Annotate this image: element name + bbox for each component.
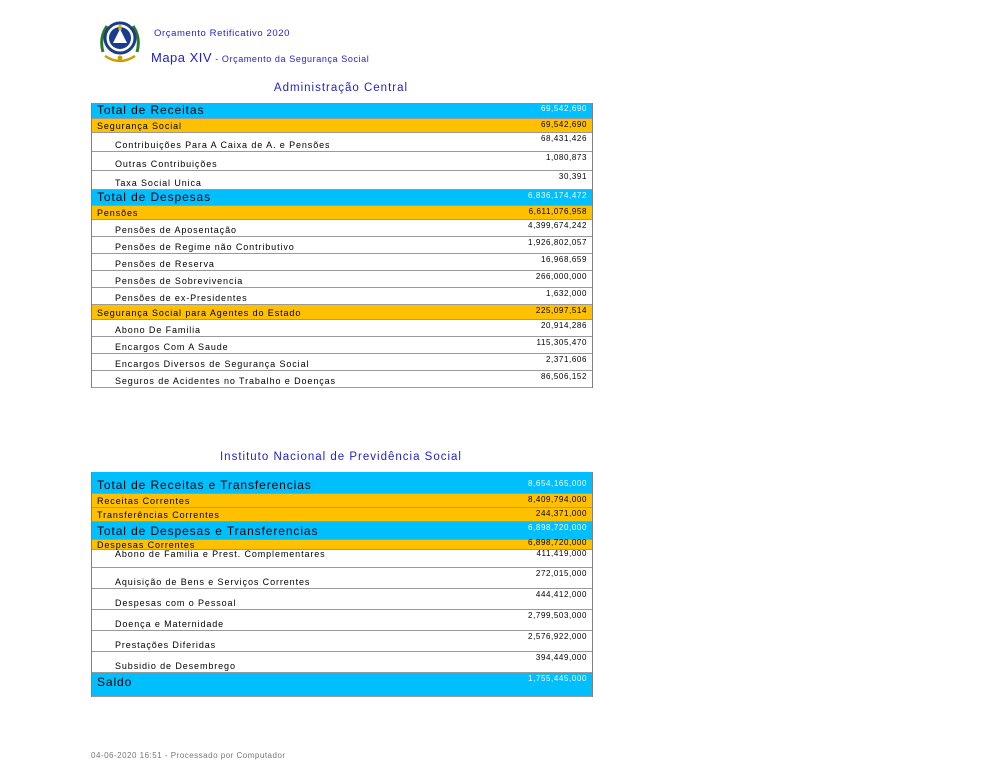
row-value: 8,654,165,000 — [528, 479, 587, 488]
row-label: Total de Receitas — [97, 103, 205, 117]
table-row-total — [92, 673, 592, 697]
row-value: 6,611,076,958 — [528, 207, 587, 216]
footer-processed-note: 04-06-2020 16:51 - Processado por Computador — [91, 751, 286, 760]
table-row-total — [92, 472, 592, 494]
table-row-item — [92, 152, 592, 171]
row-label: Encargos Diversos de Segurança Social — [115, 359, 310, 369]
row-value: 266,000,000 — [535, 272, 587, 281]
table-row-item — [92, 610, 592, 631]
row-label: Prestações Diferidas — [115, 640, 217, 650]
row-value: 68,431,426 — [540, 134, 587, 143]
row-value: 6,898,720,000 — [528, 538, 587, 547]
row-label: Pensões de Sobrevivencia — [115, 276, 244, 286]
row-value: 2,799,503,000 — [528, 611, 587, 620]
row-value: 2,576,922,000 — [528, 632, 587, 641]
row-value: 6,836,174,472 — [528, 191, 587, 200]
table-row-total — [92, 103, 592, 119]
row-value: 69,542,690 — [540, 104, 587, 113]
table-row-group — [92, 206, 592, 220]
row-label: Total de Despesas e Transferencias — [97, 524, 319, 538]
table-row-item — [92, 254, 592, 271]
map-label: Mapa XIV — [151, 50, 213, 65]
table-row-item — [92, 171, 592, 190]
row-value: 16,968,659 — [540, 255, 587, 264]
row-value: 6,898,720,000 — [528, 523, 587, 532]
row-label: Total de Receitas e Transferencias — [97, 478, 312, 492]
row-label: Outras Contribuições — [115, 159, 218, 169]
row-value: 272,015,000 — [535, 569, 587, 578]
row-value: 8,409,794,000 — [528, 495, 587, 504]
row-label: Pensões de ex-Presidentes — [115, 293, 248, 303]
row-label: Transferências Correntes — [97, 510, 220, 520]
table-row-item — [92, 133, 592, 152]
table-row-item — [92, 220, 592, 237]
row-label: Contribuições Para A Caixa de A. e Pensões — [115, 140, 331, 150]
row-label: Subsidio de Desembrego — [115, 661, 236, 671]
coat-of-arms-logo — [95, 16, 145, 66]
table-row-item — [92, 589, 592, 610]
table-row-item — [92, 631, 592, 652]
table-row-item — [92, 568, 592, 589]
table-administracao-central — [91, 103, 593, 388]
row-label: Encargos Com A Saude — [115, 342, 229, 352]
table-row-total — [92, 522, 592, 540]
row-value: 225,097,514 — [535, 306, 587, 315]
row-value: 411,419,000 — [536, 549, 587, 558]
table-row-item — [92, 550, 592, 568]
map-dash: - — [212, 54, 222, 64]
row-label: Despesas Correntes — [97, 540, 196, 550]
row-value: 1,632,000 — [546, 289, 587, 298]
row-value: 394,449,000 — [535, 653, 587, 662]
row-label: Segurança Social — [97, 121, 182, 131]
row-label: Pensões — [97, 208, 139, 218]
table-row-group — [92, 119, 592, 133]
row-value: 1,926,802,057 — [528, 238, 587, 247]
table-row-item — [92, 237, 592, 254]
row-value: 1,080,873 — [546, 153, 587, 162]
row-value: 244,371,000 — [535, 509, 587, 518]
section-title-inps: Instituto Nacional de Previdência Social — [219, 451, 462, 463]
row-value: 20,914,286 — [540, 321, 587, 330]
row-label: Receitas Correntes — [97, 496, 191, 506]
map-subtitle: Orçamento da Segurança Social — [221, 54, 370, 64]
row-label: Pensões de Regime não Contributivo — [115, 242, 295, 252]
section-title-administracao: Administração Central — [273, 82, 409, 94]
document-title: Orçamento Retificativo 2020 — [154, 28, 291, 39]
table-row-group — [92, 305, 592, 320]
table-row-item — [92, 320, 592, 337]
row-value: 1,755,445,000 — [528, 674, 587, 683]
table-row-group — [92, 494, 592, 508]
row-label: Abono De Familia — [115, 325, 201, 335]
table-row-total — [92, 190, 592, 206]
row-label: Aquisição de Bens e Serviços Correntes — [115, 577, 311, 587]
row-value: 69,542,690 — [540, 120, 587, 129]
row-value: 4,399,674,242 — [528, 221, 587, 230]
table-row-item — [92, 354, 592, 371]
row-label: Pensões de Aposentação — [115, 225, 237, 235]
row-label: Total de Despesas — [97, 190, 212, 204]
table-row-item — [92, 288, 592, 305]
row-value: 115,305,470 — [536, 338, 587, 347]
table-row-item — [92, 271, 592, 288]
row-value: 30,391 — [558, 172, 587, 181]
row-label: Despesas com o Pessoal — [115, 598, 237, 608]
row-label: Saldo — [97, 675, 133, 689]
table-row-group — [92, 508, 592, 522]
table-row-item — [92, 371, 592, 388]
map-title — [151, 50, 369, 65]
table-row-item — [92, 337, 592, 354]
row-label: Abono de Familia e Prest. Complementares — [115, 549, 326, 559]
row-value: 444,412,000 — [535, 590, 587, 599]
row-label: Seguros de Acidentes no Trabalho e Doenças — [115, 376, 336, 386]
table-row-item — [92, 652, 592, 673]
row-value: 2,371,606 — [546, 355, 587, 364]
row-value: 86,506,152 — [540, 372, 587, 381]
row-label: Doença e Maternidade — [115, 619, 225, 629]
table-inps — [91, 472, 593, 697]
row-label: Pensões de Reserva — [115, 259, 215, 269]
row-label: Taxa Social Unica — [115, 178, 202, 188]
row-label: Segurança Social para Agentes do Estado — [97, 308, 302, 318]
